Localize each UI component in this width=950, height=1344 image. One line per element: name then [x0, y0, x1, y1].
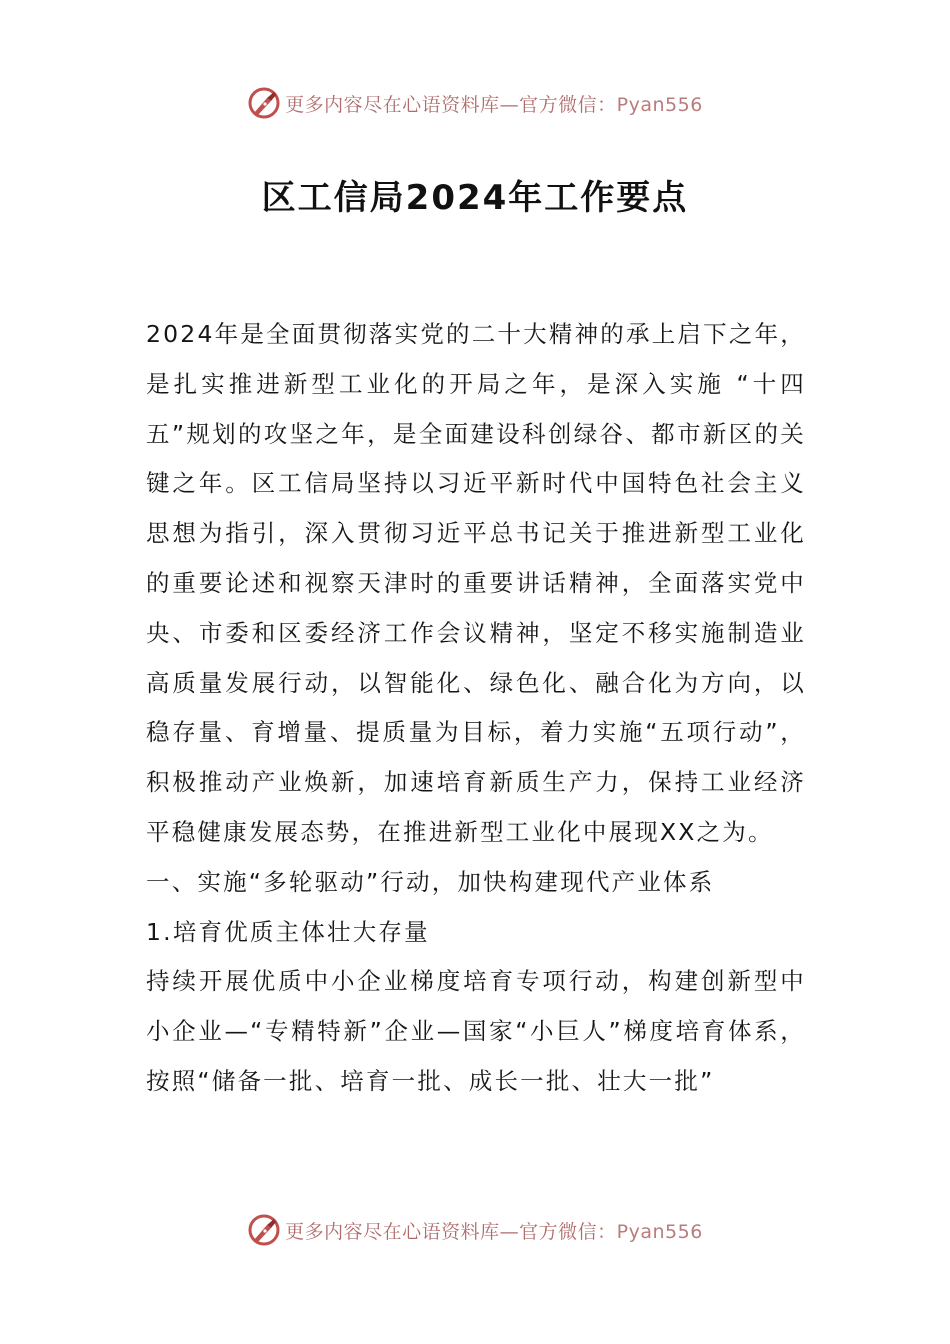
subsection-heading: 1.培育优质主体壮大存量 — [146, 917, 430, 946]
watermark-footer — [0, 1210, 950, 1250]
intro-paragraph: 2024年是全面贯彻落实党的二十大精神的承上启下之年，是扎实推进新型工业化的开局之年，是深入实施 “十四五”规划的攻坚之年，是全面建设科创绿谷、都市新区的关键之年。区工信局坚持以习近平新时代中国特色社会主义思想为指引，深入贯彻习近平总书记关于推进新型工业化的重要论述和视察天津时的重要讲话精神，全面落实党中央、市委和区委经济工作会议精神，坚定不移实施制造业高质量发展行动，以智能化、绿色化、融合化为方向，以稳存量、育增量、提质量为目标，着力实施“五项行动”，积极推动产业焕新，加速培育新质生产力，保持工业经济平稳健康发展态势，在推进新型工业化中展现XX之为。 — [146, 320, 806, 846]
document-title: 区工信局2024年工作要点 — [261, 178, 689, 218]
document-body — [146, 310, 806, 1107]
section-heading: 一、实施“多轮驱动”行动，加快构建现代产业体系 — [146, 867, 715, 896]
pen-nib-logo-icon — [247, 86, 281, 120]
watermark-header — [0, 83, 950, 123]
pen-nib-logo-icon — [247, 1213, 281, 1247]
watermark-text: 更多内容尽在心语资料库—官方微信：Pyan556 — [285, 1220, 703, 1243]
subsection-paragraph: 持续开展优质中小企业梯度培育专项行动，构建创新型中小企业—“专精特新”企业—国家“小巨人”梯度培育体系，按照“储备一批、培育一批、成长一批、壮大一批” — [146, 967, 806, 1095]
watermark-text: 更多内容尽在心语资料库—官方微信：Pyan556 — [285, 93, 703, 116]
